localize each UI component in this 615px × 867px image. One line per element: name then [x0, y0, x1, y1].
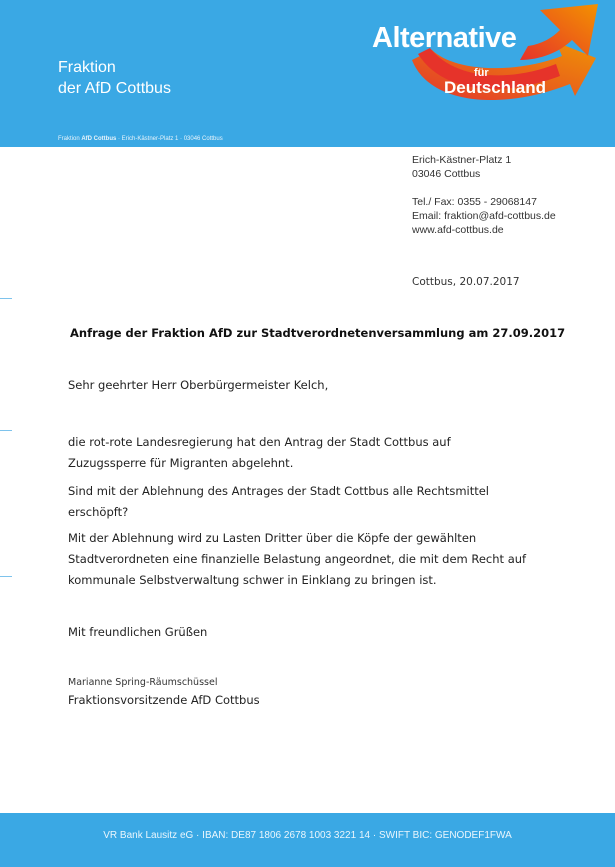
paragraph-2-line-1: Sind mit der Ablehnung des Antrages der Stadt Cottbus alle Rechtsmittel [68, 484, 490, 498]
paragraph-3 [68, 528, 548, 591]
contact-gap [412, 181, 556, 195]
footer-banner [0, 813, 615, 867]
letter-subject: Anfrage der Fraktion AfD zur Stadtverordnetenversammlung am 27.09.2017 [70, 326, 566, 340]
paragraph-1-line-1: die rot-rote Landesregierung hat den Antrag der Stadt Cottbus auf [68, 435, 451, 449]
paragraph-1-line-2: Zuzugssperre für Migranten abgelehnt. [68, 456, 294, 470]
contact-email: Email: fraktion@afd-cottbus.de [412, 210, 556, 222]
contact-block [412, 153, 556, 237]
signer-name: Marianne Spring-Räumschüssel [68, 677, 218, 688]
logo-fuer-text: für [474, 67, 489, 79]
signer-role: Fraktionsvorsitzende AfD Cottbus [68, 693, 260, 707]
fold-mark-bottom [0, 576, 12, 577]
sender-rest: · Erich-Kästner-Platz 1 · 03046 Cottbus [116, 136, 223, 142]
logo-alternative-text: Alternative [372, 22, 517, 54]
paragraph-2 [68, 481, 548, 523]
sender-prefix: Fraktion [58, 136, 82, 142]
fraktion-line-1: Fraktion [58, 59, 116, 76]
contact-street: Erich-Kästner-Platz 1 [412, 154, 512, 166]
contact-tel: Tel./ Fax: 0355 - 29068147 [412, 196, 537, 208]
fraktion-line-2: der AfD Cottbus [58, 80, 171, 97]
logo-deutschland-text: Deutschland [444, 78, 547, 97]
salutation: Sehr geehrter Herr Oberbürgermeister Kelch, [68, 378, 329, 392]
contact-web: www.afd-cottbus.de [412, 224, 504, 236]
paragraph-2-line-2: erschöpft? [68, 505, 129, 519]
letter-date: Cottbus, 20.07.2017 [412, 276, 520, 288]
closing: Mit freundlichen Grüßen [68, 625, 208, 639]
fold-mark-top [0, 298, 12, 299]
afd-logo [0, 0, 615, 147]
paragraph-3-line-2: Stadtverordneten eine finanzielle Belastung angeordnet, die mit dem Recht auf [68, 552, 527, 566]
punch-mark [0, 430, 12, 431]
paragraph-3-line-3: kommunale Selbstverwaltung schwer in Einklang zu bringen ist. [68, 573, 437, 587]
bank-details: VR Bank Lausitz eG · IBAN: DE87 1806 2678 1003 3221 14 · SWIFT BIC: GENODEF1FWA [103, 830, 512, 841]
paragraph-3-line-1: Mit der Ablehnung wird zu Lasten Dritter über die Köpfe der gewählten [68, 531, 477, 545]
letterhead-banner [0, 0, 615, 147]
sender-bold: AfD Cottbus [81, 136, 117, 142]
paragraph-1 [68, 432, 548, 474]
contact-city: 03046 Cottbus [412, 168, 481, 180]
